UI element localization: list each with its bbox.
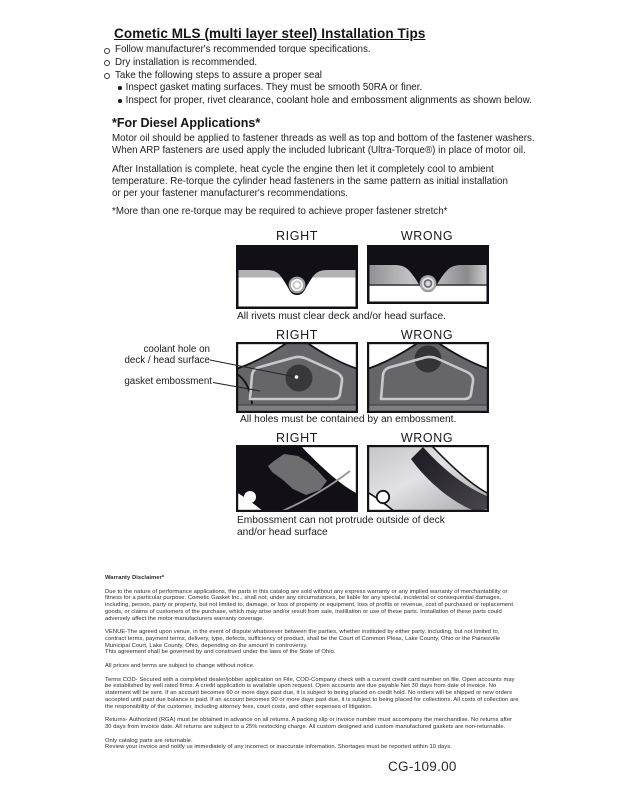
page-code: CG-109.00 <box>388 759 457 774</box>
label-line: deck / head surface <box>124 354 210 366</box>
rivet-wrong-figure <box>367 245 489 304</box>
bullet-circle-icon <box>104 48 110 54</box>
wrong-label: WRONG <box>400 328 454 342</box>
disclaimer-paragraph: This agreement shall be governed by and construed under the laws of the State of Ohio. <box>105 649 336 656</box>
list-item <box>104 44 532 57</box>
disclaimer-paragraph: Due to the nature of performance applications, the parts in this catalog are sold without any express warranty or any implied warranty of merchantability or fitness for a particular purpose. Cometic Gasket Inc., shall not, under any circumstances, be liable for any special, incidental or consequential damages, including, person, party or property, but not limited to, damage, or loss of property or equipment, loss of profits or revenue, cost of purchased or replacement goods, or claims of customers of the purchase, which may arise and/or result from sale, instillation or use of these parts. Installation of these parts could adversely affect the motor manufacturers warranty coverage. <box>105 588 514 622</box>
disclaimer-paragraph: Returns- Authorized (RGA) must be obtained in advance on all returns. A packing slip or invoice number must accompany the merchandise. No returns after 30 days from invoice date. All returns are subject to a 25% restocking charge. All custom designed and custom manufactured gaskets are non-returnable. <box>105 717 513 730</box>
right-label: RIGHT <box>276 431 318 445</box>
text-line: When ARP fasteners are used apply the included lubricant (Ultra-Torque®) in place of motor oil. <box>112 145 526 157</box>
disclaimer-paragraph: Only catalog parts are returnable. <box>105 737 193 744</box>
text-line: temperature. Re-torque the cylinder head fasteners in the same pattern as initial installation <box>112 176 508 188</box>
wrong-label: WRONG <box>400 229 454 243</box>
list-item <box>118 95 532 108</box>
tip-text: Inspect for proper, rivet clearance, coolant hole and embossment alignments as shown below. <box>125 95 532 107</box>
text-line: or per your fastener manufacturer's recommendations. <box>112 188 349 200</box>
bullet-dot-icon <box>118 86 122 90</box>
disclaimer-heading: Warranty Disclaimer* <box>105 575 165 581</box>
list-item <box>104 57 532 70</box>
hole-wrong-figure <box>367 342 489 413</box>
rivet-right-figure <box>236 245 358 309</box>
text-line: After Installation is complete, heat cycle the engine then let it completely cool to ambient <box>112 164 494 175</box>
pointer-lines <box>105 340 305 398</box>
bullet-circle-icon <box>104 60 110 66</box>
protrude-wrong-figure <box>367 445 489 512</box>
protrude-wrong-diagram <box>367 445 489 512</box>
bullet-circle-icon <box>104 73 110 79</box>
warranty-disclaimer <box>105 575 519 758</box>
pair3-caption <box>237 515 445 538</box>
list-item <box>118 82 532 95</box>
wrong-label: WRONG <box>400 431 454 445</box>
tip-text: Take the following steps to assure a proper seal <box>115 69 322 81</box>
tips-list <box>104 44 532 108</box>
pair1-caption: All rivets must clear deck and/or head surface. <box>237 311 446 322</box>
text-line: Motor oil should be applied to fastener threads as well as top and bottom of the fastener washers. <box>112 133 535 144</box>
caption-line: and/or head surface <box>237 526 328 538</box>
disclaimer-paragraph: VENUE-The agreed upon venue, in the event of dispute whatsoever between the parties, whether instituted by either party, including, but not limited to, contract terms, payment terms, delivery, type, defects, sufficiency of product, shall be the Court of Common Pleas, Lake County, Ohio or the Painesville Municipal Court, Lake County, Ohio, depending on the amount in controversy. <box>105 629 501 649</box>
tip-text: Follow manufacturer's recommended torque specifications. <box>115 44 371 55</box>
hole-wrong-diagram <box>367 342 489 413</box>
right-label: RIGHT <box>276 229 318 243</box>
protrude-right-figure <box>236 445 358 512</box>
list-item <box>104 70 532 83</box>
caption-line: Embossment can not protrude outside of deck <box>237 515 445 526</box>
disclaimer-paragraph: All prices and terms are subject to change without notice. <box>105 663 255 670</box>
diesel-paragraph-2 <box>112 164 508 201</box>
page-title: Cometic MLS (multi layer steel) Installation Tips <box>114 26 426 41</box>
disclaimer-paragraph: Review your invoice and notify us immediately of any incorrect or inaccurate information. Shortages must be reported within 10 days. <box>105 744 452 751</box>
protrude-right-diagram <box>236 445 358 512</box>
diesel-paragraph-1 <box>112 133 535 157</box>
label-line: coolant hole on <box>143 344 210 355</box>
pair2-caption: All holes must be contained by an embossment. <box>240 414 457 425</box>
diesel-heading: *For Diesel Applications* <box>112 116 261 130</box>
tip-text: Dry installation is recommended. <box>115 56 258 68</box>
disclaimer-paragraph: Terms COD- Secured with a completed dealer/jobber application on File, COD-Company check with a current credit card number on file. Open accounts may be established by well rated firms. A credit application is available upon request. Open accounts are due payable Net 30 days from date of invoice. No statement will be sent. If an account becomes 60 or more days past due, it is subject to being placed on credit hold. No orders will be shipped or new orders accepted until past due balance is paid. If an account becomes 90 or more days past due, it is subject to being placed for collections. All costs of collection are the responsibility of the customer, including attorney fees, court costs, and other expenses of litigation. <box>105 676 519 710</box>
retorque-note: *More than one re-torque may be required to achieve proper fastener stretch* <box>112 206 448 217</box>
gasket-embossment-label: gasket embossment <box>124 376 212 387</box>
rivet-wrong-diagram <box>367 245 489 304</box>
rivet-right-diagram <box>236 245 358 309</box>
bullet-dot-icon <box>118 99 122 103</box>
right-label: RIGHT <box>276 328 318 342</box>
tip-text: Inspect gasket mating surfaces. They must be smooth 50RA or finer. <box>125 82 423 94</box>
